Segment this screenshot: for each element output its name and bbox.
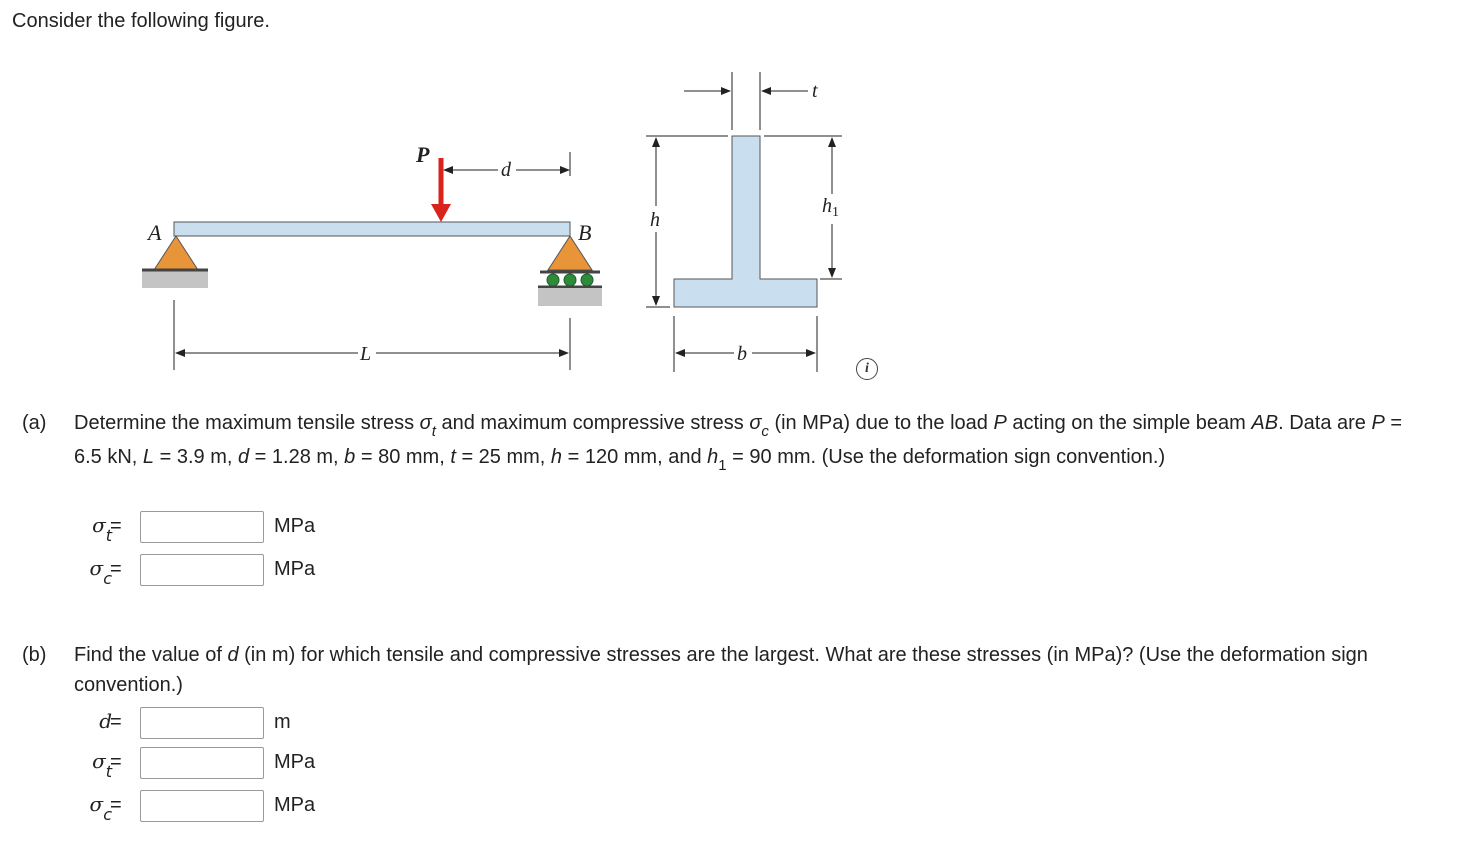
sigma-c-input-a[interactable]	[140, 554, 264, 586]
label-h1: $h_1$	[822, 195, 839, 220]
label-p: P	[416, 142, 430, 167]
sigma-t-input-b[interactable]	[140, 747, 264, 779]
part-b-text: Find the value of d (in m) for which tensile and compressive stresses are the largest. What are these stresses (in MPa)? (Use the deformation sign convention.)	[74, 644, 1368, 696]
label-b-width: b	[737, 343, 747, 365]
label-l: L	[360, 343, 372, 365]
label-b: B	[578, 220, 592, 245]
symbol: $\sigma_t$	[92, 749, 112, 781]
unit-label: MPa	[274, 794, 316, 816]
roller	[564, 274, 576, 286]
t-section	[674, 136, 817, 307]
symbol: $\sigma_c$	[89, 556, 112, 588]
ground-a	[142, 270, 208, 288]
intro-text: Consider the following figure.	[12, 10, 270, 32]
d-input-b[interactable]	[140, 707, 264, 739]
part-a	[0, 407, 1458, 507]
part-b-label: (b)	[22, 644, 47, 666]
beam-figure	[130, 60, 870, 380]
symbol: d	[99, 709, 112, 733]
beam	[174, 222, 570, 236]
label-t: t	[812, 80, 818, 102]
part-a-label: (a)	[22, 412, 47, 434]
unit-label: MPa	[274, 751, 316, 773]
symbol: $\sigma_c$	[89, 792, 112, 824]
sigma-c-input-b[interactable]	[140, 790, 264, 822]
part-a-text: Determine the maximum tensile stress $\sigma_t$ and maximum compressive stress $\sigma_c$ (in MPa) due to the load P acting on the simple beam AB. Data are P = 6.5 kN, L = 3.9 m, d = 1.28 m, b = 80 mm, t = 25 mm, h = 120 mm, and $h_1 = 90$ mm. (Use the deformation sign convention.)	[74, 412, 1403, 474]
ground-b	[538, 288, 602, 306]
label-h: h	[650, 209, 660, 231]
unit-label: MPa	[274, 558, 316, 580]
sigma-t-input-a[interactable]	[140, 511, 264, 543]
roller	[581, 274, 593, 286]
info-icon[interactable]: i	[856, 358, 878, 380]
unit-label: m	[274, 711, 291, 733]
unit-label: MPa	[274, 515, 316, 537]
symbol: $\sigma_t$	[92, 513, 112, 545]
roller	[547, 274, 559, 286]
part-b	[0, 640, 1458, 706]
label-a: A	[148, 220, 162, 245]
label-d: d	[501, 159, 511, 181]
